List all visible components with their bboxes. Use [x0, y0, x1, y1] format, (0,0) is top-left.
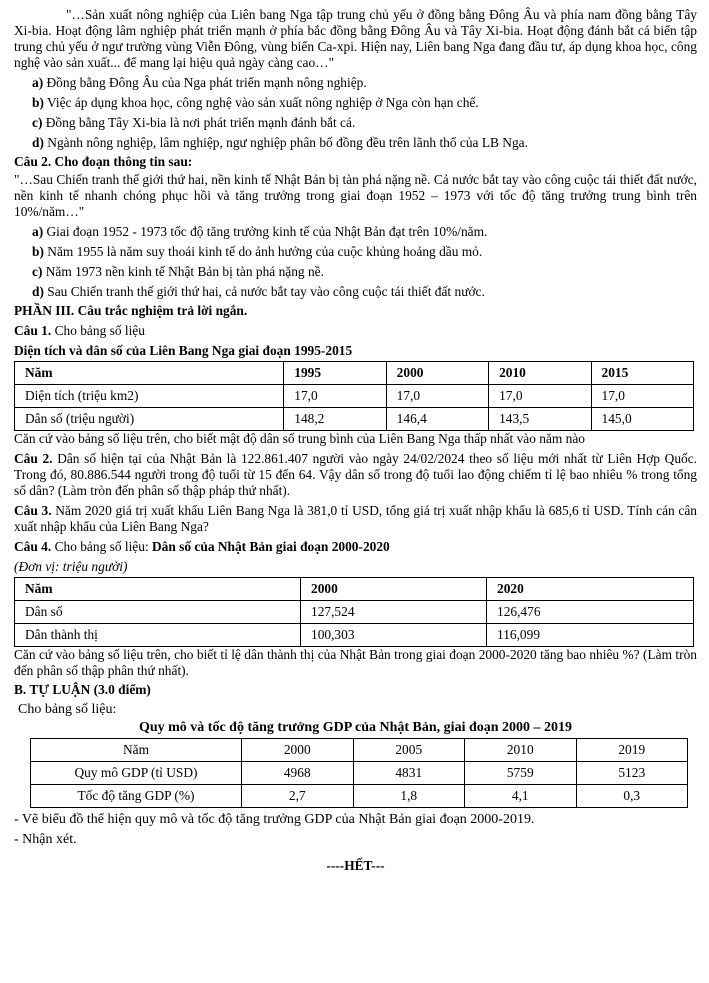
- table3-header-row: [31, 739, 688, 762]
- table1-cell: 146,4: [386, 408, 488, 431]
- table2: [14, 577, 694, 647]
- table3-cell: Quy mô GDP (tỉ USD): [31, 762, 242, 785]
- q2-paragraph: "…Sau Chiến tranh thế giới thứ hai, nền kinh tế Nhật Bản bị tàn phá nặng nề. Cả nước bắt tay vào công cuộc tái thiết đất nước, nền kinh tế nhanh chóng phục hồi và tăng trưởng trong giai đoạn 1952 – 1973 với tốc độ tăng trưởng trung bình trên 10%/năm…": [14, 172, 697, 219]
- intro-paragraph: "…Sản xuất nông nghiệp của Liên bang Nga tập trung chủ yếu ở đồng bằng Đông Âu và phía nam đồng bằng Tây Xi-bia. Hoạt động lâm nghiệp phát triển mạnh ở phía bắc đồng bằng Đông Âu và Tây Xi-bia. Hoạt động đánh bắt cá biển tập trung chủ yếu ở ngư trường vùng Viễn Đông, vùng biển Ca-xpi. Hiện nay, Liên bang Nga đang đầu tư, áp dụng khoa học, công nghệ vào sản xuất... để mang lại hiệu quả ngày càng cao…": [14, 7, 697, 70]
- table3-header-cell: 2005: [353, 739, 465, 762]
- table2-cell: Dân số: [15, 601, 301, 624]
- table2-header-cell: 2020: [487, 578, 694, 601]
- table-row: [15, 408, 694, 431]
- table1-header-cell: 2015: [591, 362, 693, 385]
- intro-option-a: a) Đồng bằng Đông Âu của Nga phát triển mạnh nông nghiệp.: [32, 75, 367, 90]
- table1-cell: 143,5: [489, 408, 591, 431]
- table3-header-cell: 2000: [242, 739, 354, 762]
- p3-c1-intro: Câu 1. Cho bảng số liệu: [14, 323, 145, 338]
- table2-header-cell: Năm: [15, 578, 301, 601]
- table-row: [31, 785, 688, 808]
- table2-cell: 116,099: [487, 624, 694, 647]
- table-row: [31, 762, 688, 785]
- p3-c3: Câu 3. Năm 2020 giá trị xuất khẩu Liên Bang Nga là 381,0 tỉ USD, tổng giá trị xuất nhập khẩu là 685,6 tỉ USD. Tính cán cân xuất nhập khẩu của Liên Bang Nga?: [14, 503, 697, 534]
- q2-option-d: d) Sau Chiến tranh thế giới thứ hai, cả nước bắt tay vào công cuộc tái thiết đất nước.: [32, 284, 485, 299]
- table1-cell: 148,2: [284, 408, 386, 431]
- table1: [14, 361, 694, 431]
- table2-cell: 126,476: [487, 601, 694, 624]
- table-row: [15, 601, 694, 624]
- p3-c1-question: Căn cứ vào bảng số liệu trên, cho biết mật độ dân số trung bình của Liên Bang Nga thấp nhất vào năm nào: [14, 431, 586, 446]
- part3-heading: PHẦN III. Câu trắc nghiệm trả lời ngắn.: [14, 303, 248, 318]
- table1-cell: 145,0: [591, 408, 693, 431]
- table1-cell: 17,0: [591, 385, 693, 408]
- table3-cell: 0,3: [576, 785, 688, 808]
- table3: [30, 738, 688, 808]
- intro-option-c: c) Đồng bằng Tây Xi-bia là nơi phát triển mạnh đánh bắt cá.: [32, 115, 356, 130]
- table2-header-cell: 2000: [301, 578, 487, 601]
- q2-option-c: c) Năm 1973 nền kinh tế Nhật Bản bị tàn phá nặng nề.: [32, 264, 324, 279]
- table3-cell: 4831: [353, 762, 465, 785]
- p3-c4-question: Căn cứ vào bảng số liệu trên, cho biết tỉ lệ dân thành thị của Nhật Bản trong giai đoạn 2000-2020 tăng bao nhiêu %? (Làm tròn đến phân số thập phân thứ nhất).: [14, 647, 697, 678]
- table3-cell: 4968: [242, 762, 354, 785]
- table3-header-cell: 2019: [576, 739, 688, 762]
- table2-header-row: [15, 578, 694, 601]
- table2-unit: (Đơn vị: triệu người): [14, 559, 128, 574]
- table3-header-cell: 2010: [465, 739, 577, 762]
- table1-cell: Diện tích (triệu km2): [15, 385, 284, 408]
- table3-cell: 5759: [465, 762, 577, 785]
- table1-header-cell: Năm: [15, 362, 284, 385]
- table1-header-cell: 2010: [489, 362, 591, 385]
- intro-option-b: b) Việc áp dụng khoa học, công nghệ vào sản xuất nông nghiệp ở Nga còn hạn chế.: [32, 95, 479, 110]
- table1-cell: 17,0: [489, 385, 591, 408]
- end-marker: ----HẾT---: [326, 858, 385, 873]
- table1-cell: 17,0: [386, 385, 488, 408]
- table1-header-row: [15, 362, 694, 385]
- table3-header-cell: Năm: [31, 739, 242, 762]
- table3-cell: 4,1: [465, 785, 577, 808]
- table3-title: Quy mô và tốc độ tăng trưởng GDP của Nhật Bản, giai đoạn 2000 – 2019: [138, 720, 573, 735]
- table2-cell: Dân thành thị: [15, 624, 301, 647]
- table3-cell: 1,8: [353, 785, 465, 808]
- table1-header-cell: 1995: [284, 362, 386, 385]
- table3-cell: 5123: [576, 762, 688, 785]
- table1-cell: Dân số (triệu người): [15, 408, 284, 431]
- table2-cell: 127,524: [301, 601, 487, 624]
- table-row: [15, 624, 694, 647]
- p3-c2: Câu 2. Dân số hiện tại của Nhật Bản là 122.861.407 người vào ngày 24/02/2024 theo số liệu mới nhất từ Liên Hợp Quốc. Trong đó, 80.886.544 người trong độ tuổi từ 15 đến 64. Vậy dân số trong độ tuổi lao động chiếm tỉ lệ bao nhiêu % trong tổng số dân? (Làm tròn đến phân số thập pháp thứ nhất).: [14, 451, 697, 498]
- intro-option-d: d) Ngành nông nghiệp, lâm nghiệp, ngư nghiệp phân bố đồng đều trên lãnh thổ của LB Nga.: [32, 135, 528, 150]
- partB-task1: - Vẽ biểu đồ thể hiện quy mô và tốc độ tăng trưởng GDP của Nhật Bản giai đoạn 2000-2019.: [14, 812, 535, 827]
- table2-cell: 100,303: [301, 624, 487, 647]
- table-row: [15, 385, 694, 408]
- table1-header-cell: 2000: [386, 362, 488, 385]
- partB-intro: Cho bảng số liệu:: [18, 702, 117, 717]
- table3-cell: Tốc độ tăng GDP (%): [31, 785, 242, 808]
- table3-cell: 2,7: [242, 785, 354, 808]
- q2-heading: Câu 2. Cho đoạn thông tin sau:: [14, 154, 193, 169]
- q2-option-b: b) Năm 1955 là năm suy thoái kinh tế do ảnh hưởng của cuộc khủng hoảng dầu mỏ.: [32, 244, 483, 259]
- partB-task2: - Nhận xét.: [14, 832, 77, 847]
- partB-heading: B. TỰ LUẬN (3.0 điểm): [14, 682, 151, 697]
- p3-c4: Câu 4. Cho bảng số liệu: Dân số của Nhật Bản giai đoạn 2000-2020: [14, 539, 390, 554]
- table1-title: Diện tích và dân số của Liên Bang Nga giai đoạn 1995-2015: [14, 343, 353, 358]
- table1-cell: 17,0: [284, 385, 386, 408]
- q2-option-a: a) Giai đoạn 1952 - 1973 tốc độ tăng trưởng kinh tế của Nhật Bản đạt trên 10%/năm.: [32, 224, 488, 239]
